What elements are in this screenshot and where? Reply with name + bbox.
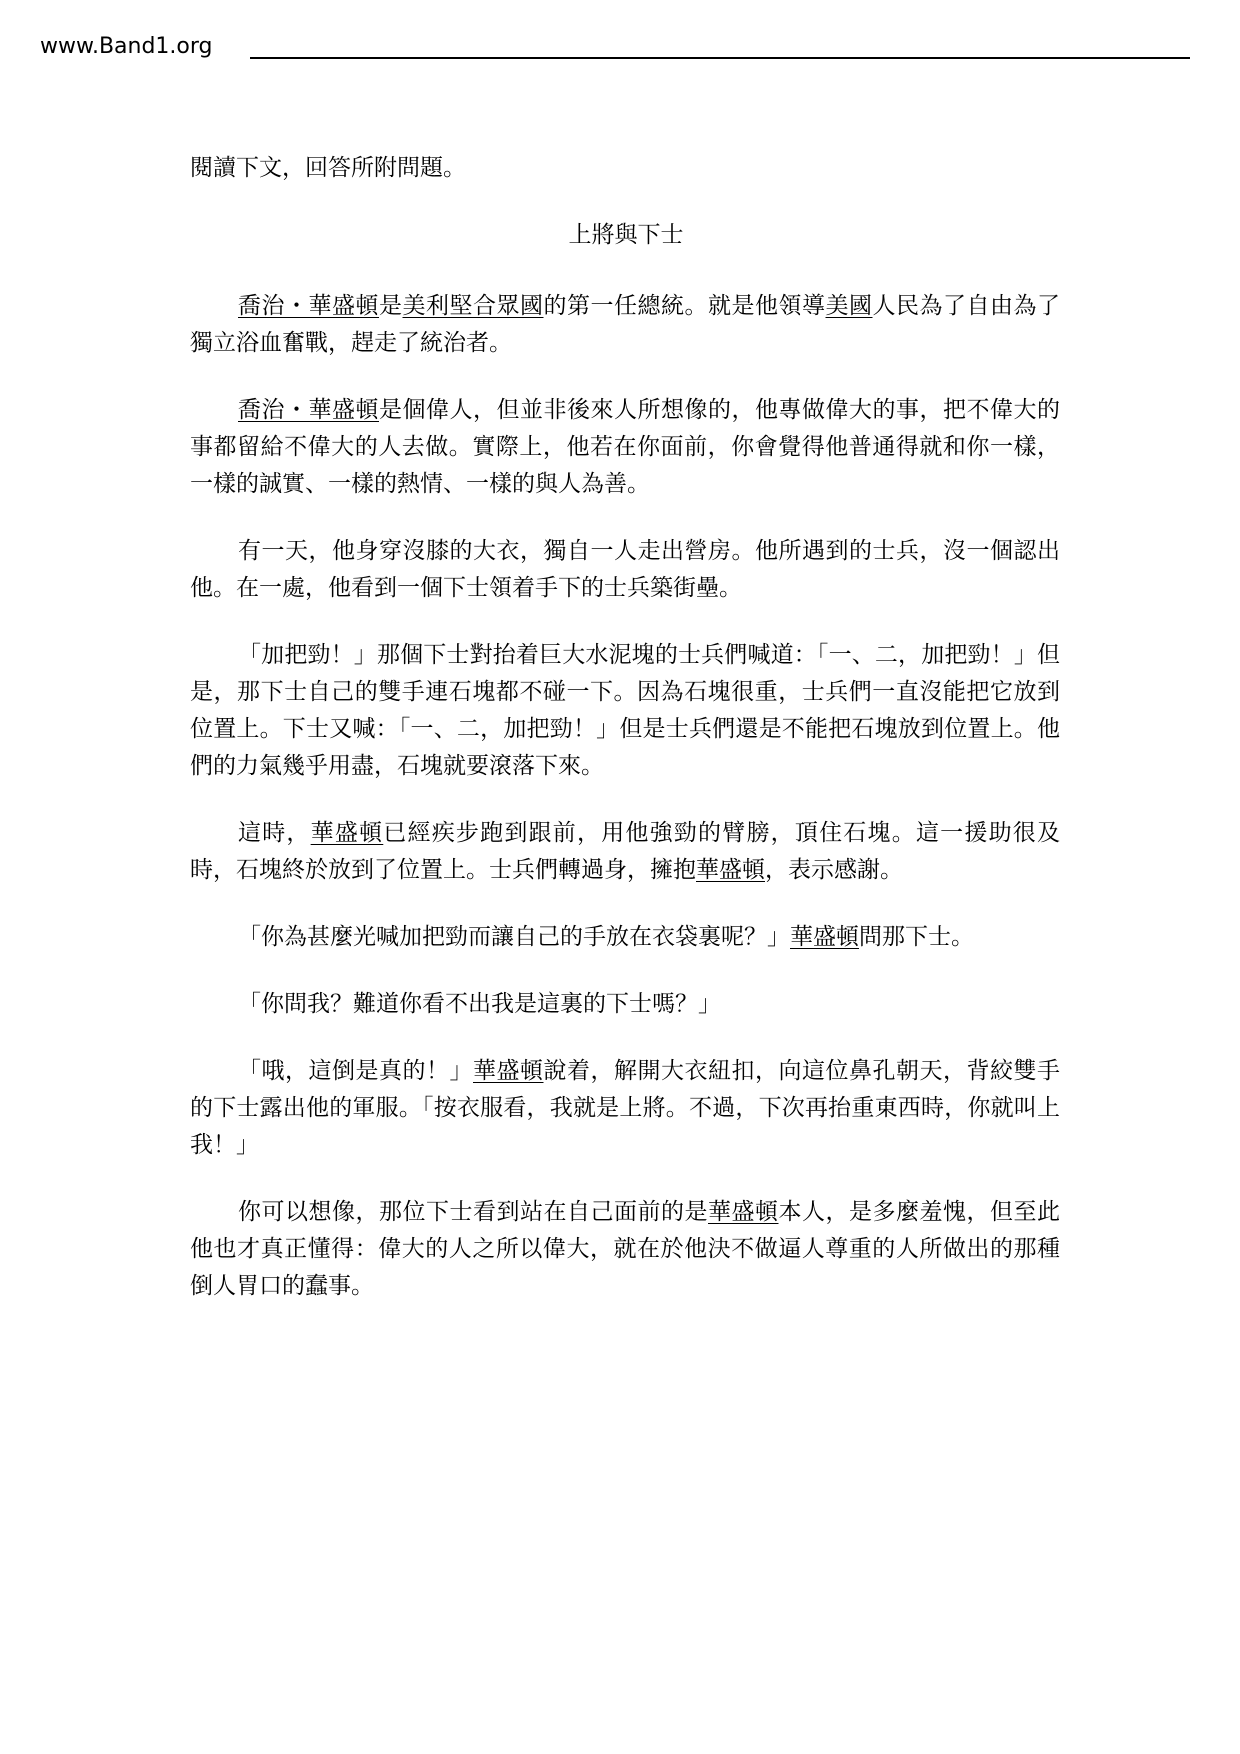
text-segment: 的第一任總統。就是他領導 [543, 293, 826, 319]
text-segment: 你可以想像，那位下士看到站在自己面前的是 [238, 1199, 708, 1225]
story-paragraph [190, 533, 1060, 607]
story-paragraph [190, 919, 1060, 956]
document-body [190, 150, 1060, 1335]
text-segment: 已經疾步跑到跟前，用他強勁的臂膀，頂住石塊。這一援助很及時，石塊終於放到了位置上。士兵們轉過身，擁抱 [190, 820, 1061, 883]
text-segment: 有一天，他身穿沒膝的大衣，獨自一人走出營房。他所遇到的士兵，沒一個認出他。在一處，他看到一個下士領着手下的士兵築街壘。 [190, 538, 1060, 601]
proper-name: 華盛頓 [696, 857, 765, 883]
story-title: 上將與下士 [568, 222, 684, 248]
site-header [40, 30, 1190, 64]
proper-name: 華盛頓 [790, 924, 859, 950]
story-paragraph [190, 1194, 1060, 1305]
proper-name: 喬治・華盛頓 [238, 397, 379, 423]
proper-name: 華盛頓 [473, 1058, 544, 1084]
story-paragraph [190, 1053, 1060, 1164]
story-paragraph [190, 288, 1060, 362]
text-segment: 本人，是多麼羞愧，但至此他也才真正懂得：偉大的人之所以偉大，就在於他決不做逼人尊重的人所做出的那種倒人胃口的蠢事。 [190, 1199, 1060, 1299]
text-segment: 「加把勁！」那個下士對抬着巨大水泥塊的士兵們喊道：「一、二，加把勁！」但是，那下士自己的雙手連石塊都不碰一下。因為石塊很重，士兵們一直沒能把它放到位置上。下士又喊：「一、二，加把勁！」但是士兵們還是不能把石塊放到位置上。他們的力氣幾乎用盡，石塊就要滾落下來。 [190, 642, 1060, 779]
site-url: www.Band1.org [40, 34, 213, 59]
text-segment: 說着，解開大衣紐扣，向這位鼻孔朝天，背絞雙手的下士露出他的軍服。「按衣服看，我就是上將。不過，下次再抬重東西時，你就叫上我！」 [190, 1058, 1060, 1158]
story-paragraph [190, 815, 1060, 889]
proper-name: 喬治・華盛頓 [238, 293, 379, 319]
proper-name: 華盛頓 [708, 1199, 779, 1225]
proper-name: 美國 [825, 293, 873, 319]
text-segment: ，表示感謝。 [765, 857, 903, 883]
story-paragraph [190, 986, 1060, 1023]
text-segment: 「哦，這倒是真的！」 [238, 1058, 473, 1084]
instruction-text: 閱讀下文，回答所附問題。 [190, 155, 466, 181]
text-segment: 是個偉人，但並非後來人所想像的，他專做偉大的事，把不偉大的事都留給不偉大的人去做。實際上，他若在你面前，你會覺得他普通得就和你一樣，一樣的誠實、一樣的熱情、一樣的與人為善。 [190, 397, 1060, 497]
story-paragraph [190, 637, 1060, 785]
text-segment: 這時， [238, 820, 311, 846]
text-segment: 是 [379, 293, 403, 319]
text-segment: 「你問我？難道你看不出我是這裏的下士嗎？」 [238, 991, 721, 1017]
story-paragraphs [190, 288, 1060, 1305]
story-paragraph [190, 392, 1060, 503]
text-segment: 人民為了自由為了獨立浴血奮戰，趕走了統治者。 [190, 293, 1060, 356]
text-segment: 「你為甚麼光喊加把勁而讓自己的手放在衣袋裏呢？」 [238, 924, 790, 950]
proper-name: 華盛頓 [310, 820, 384, 846]
proper-name: 美利堅合眾國 [402, 293, 544, 319]
header-rule [250, 57, 1190, 59]
text-segment: 問那下士。 [859, 924, 974, 950]
